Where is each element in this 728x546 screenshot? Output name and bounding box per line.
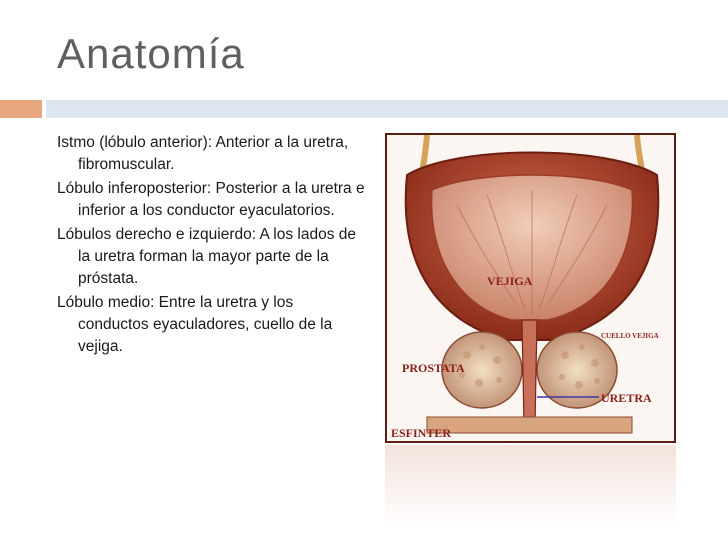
accent-bar-gray bbox=[46, 100, 728, 118]
label-cuello-vejiga: CUELLO VEJIGA bbox=[601, 332, 659, 340]
bullet-text: Lóbulo medio: Entre la uretra y los conductos eyaculadores, cuello de la vejiga. bbox=[57, 294, 333, 355]
anatomy-illustration bbox=[385, 133, 676, 443]
illustration-reflection bbox=[385, 445, 676, 546]
sphincter bbox=[427, 417, 632, 433]
urethra bbox=[522, 320, 537, 425]
bullet-text: Lóbulo inferoposterior: Posterior a la uretra e inferior a los conductor eyaculatorios. bbox=[57, 180, 365, 219]
bullet-item bbox=[57, 132, 367, 176]
bullet-text: Istmo (lóbulo anterior): Anterior a la uretra, fibromuscular. bbox=[57, 134, 349, 173]
bullet-list bbox=[57, 132, 367, 360]
slide-title: Anatomía bbox=[57, 30, 245, 77]
bullet-text: Lóbulos derecho e izquierdo: A los lados de la uretra forman la mayor parte de la próstata. bbox=[57, 226, 357, 287]
label-vejiga: VEJIGA bbox=[487, 274, 533, 288]
bullet-item bbox=[57, 178, 367, 222]
bullet-item bbox=[57, 224, 367, 290]
label-esfinter: ESFINTER bbox=[391, 426, 452, 440]
label-prostata: PROSTATA bbox=[402, 361, 465, 375]
accent-bar-orange bbox=[0, 100, 42, 118]
label-uretra: URETRA bbox=[601, 391, 652, 405]
bladder-prostate-diagram bbox=[387, 135, 674, 441]
bullet-item bbox=[57, 292, 367, 358]
